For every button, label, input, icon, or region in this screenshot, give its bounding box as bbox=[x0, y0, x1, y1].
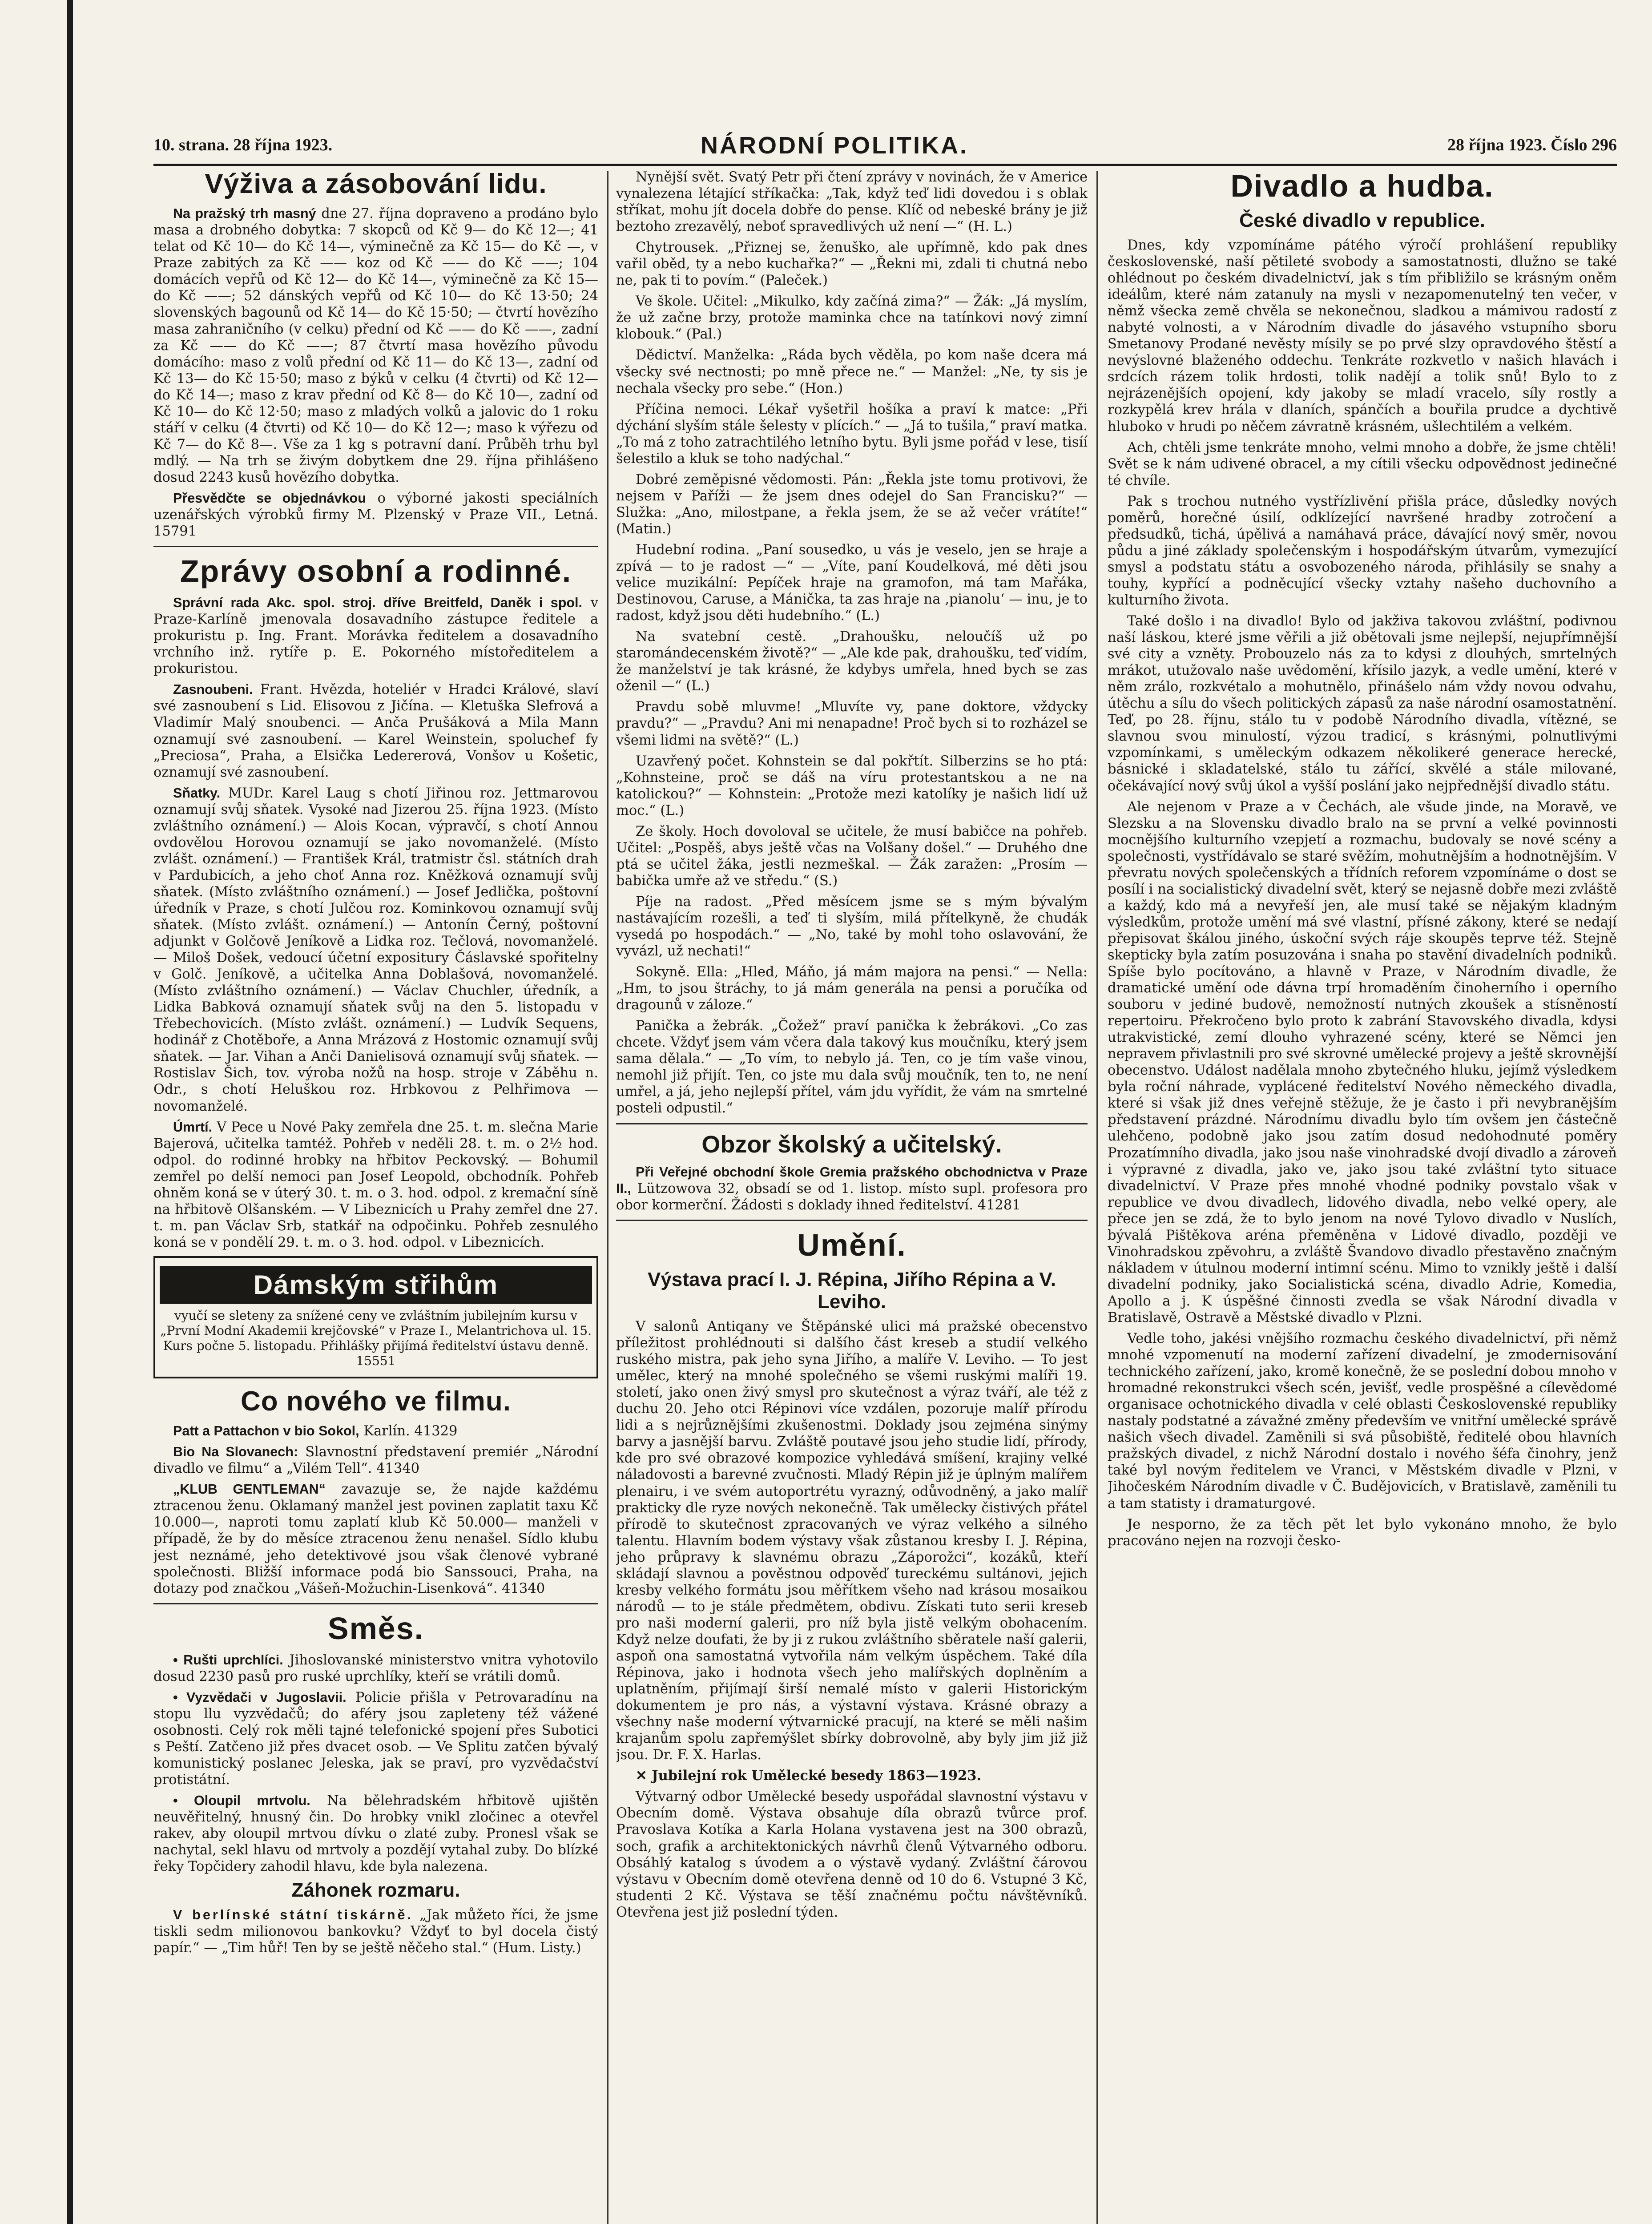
joke-paragraph: Dobré zeměpisné vědomosti. Pán: „Řekla jste tomu protivovi, že nejsem v Paříži — že jsem dnes odejel do San Francisku?“ — Služka: „Ano, milostpane, a řekla jsem, že se až večer vrátíte!“ (Matin.) bbox=[616, 471, 1088, 537]
joke-paragraph: Panička a žebrák. „Čožež“ praví panička k žebrákovi. „Co zas chcete. Vždyť jsem vám včera dala takový kus moučníku, který jsem sama dělala.“ — „To vím, to nebylo já. Ten, co je tím vaše vinou, nemohl již přijít. Ten, co jste mu dala svůj moučník, ten to, ne není umřel, a já, jeho nejlepší přítel, vám jdu vyřídit, že vám na smrtelné posteli odpustil.“ bbox=[616, 1018, 1088, 1116]
article-paragraph bbox=[153, 1689, 598, 1788]
paragraph-text: „Jak můžeto říci, že jsme tiskli sedm milionovou bankovku? Vždyť to byl docela čistý papír.“ — „Tim hůř! Ten by se ještě něčeho stal.“ (Hum. Listy.) bbox=[153, 1907, 598, 1956]
paragraph-text: MUDr. Karel Laug s chotí Jiřinou roz. Jettmarovou oznamují svůj sňatek. Vysoké nad Jizerou 25. října 1923. (Místo zvláštního oznámení.) — Alois Kocan, výpravčí, s chotí Annou ovdovělou Horovou oznamují se jako novomanželé. (Místo zvlášt. oznámení.) — František Král, tratmistr čsl. státních drah v Pardubicích, a jeho choť Anna roz. Kněžková oznamují svůj sňatek. (Místo zvláštního oznámení.) — Josef Jedlička, poštovní úředník v Praze, s chotí Julčou roz. Kominkovou oznamují svůj sňatek. (Místo zvlášt. oznámení.) — Antonín Černý, poštovní adjunkt v Golčově Jeníkově a Lidka roz. Tečlová, novomanželé. — Miloš Došek, vedoucí účetní expositury Čáslavské spořitelny v Golč. Jeníkově, a učitelka Anna Doblašová, novomanželé. (Místo zvláštního oznámení.) — Václav Chuchler, úředník, a Lidka Babková oznamují sňatek svůj na den 5. listopadu v Třebechovicích. (Místo zvlášt. oznámení.) — Ludvík Sequens, hodinář z Chotěboře, a Anna Mrázová z Hostomic oznamují svůj sňatek. — Jar. Vihan a Anči Danielisová oznamují svůj sňatek. — Rostislav Šich, tov. výroba nožů na hosp. stroje v Záběhu n. Odr., s chotí Heluškou roz. Hrbkovou z Pelhřimova — novomanželé. bbox=[153, 785, 598, 1114]
paragraph-lead: Bio Na Slovanech: bbox=[173, 1444, 298, 1460]
article-paragraph bbox=[153, 1652, 598, 1685]
section-divider bbox=[153, 1603, 598, 1604]
paragraph-text: Slavnostní představení premiér „Národní divadlo ve filmu“ a „Vilém Tell“. 41340 bbox=[153, 1444, 598, 1477]
article-paragraph bbox=[153, 785, 598, 1115]
paragraph-text: V Pece u Nové Paky zemřela dne 25. t. m. slečna Marie Bajerová, učitelka tamtéž. Pohřeb v neděli 28. t. m. o 2½ hod. odpol. do rodinné hrobky na hřbitov Peckovský. — Bohumil zemřel po delší nemoci pan Josef Leopold, obchodník. Pohřeb ohněm koná se v úterý 30. t. m. o 3. hod. odpol. z kremační síně na hřbitově Olšanském. — V Libeznicích u Prahy zemřel dne 27. t. m. pan Václav Srb, statkář na odpočinku. Pohřeb zesnulého koná se v pondělí 29. t. m. o 3. hod. odpol. v Libeznicích. bbox=[153, 1119, 598, 1250]
section-divider bbox=[616, 1220, 1088, 1221]
article-paragraph bbox=[153, 681, 598, 780]
article-paragraph bbox=[153, 205, 598, 486]
section-divider bbox=[153, 546, 598, 547]
article-paragraph bbox=[153, 490, 598, 540]
column-rule bbox=[607, 171, 608, 2224]
joke-paragraph: Ve škole. Učitel: „Mikulko, kdy začíná zima?“ — Žák: „Já myslím, že už začne brzy, protože maminka chce na tatínkovi nový zimní klobouk.“ (Pal.) bbox=[616, 294, 1088, 342]
article-paragraph bbox=[616, 1164, 1088, 1213]
paragraph-text: o výborné jakosti speciálních uzenářských výrobků firmy M. Plzenský v Praze VII., Letná. 15791 bbox=[153, 490, 598, 540]
page-header bbox=[153, 133, 1617, 166]
section-title-obzor: Obzor školský a učitelský. bbox=[701, 1131, 1002, 1158]
paragraph-lead: Při Veřejné obchodní škole Gremia pražského obchodnictva v Praze II., bbox=[616, 1164, 1088, 1196]
joke-paragraph: Nynější svět. Svatý Petr při čtení zprávy v novinách, že v Americe vynalezena létající stříkačka: „Tak, když teď lidi dovedou i s oblak stříkat, mohu jít docela dobře do pense. Klíč od nebeské brány je již beztoho zrezavělý, neboť spravedlivých už není —“ (H. L.) bbox=[616, 169, 1088, 235]
page-edge-border bbox=[67, 0, 73, 2224]
article-paragraph: Také došlo i na divadlo! Bylo od jakživa takovou zvláštní, podivnou naší láskou, které jsme věřili a již obětovali jsme nejlepší, nejupřímnější své city a vzněty. Probouzelo nás za to kdysi z dlouhých, smrtelných mrákot, utužovalo naše uvědomění, křísilo jazyk, a vedle umění, které v něm zrálo, rozkvétalo a mohutnělo, přinášelo nám vždy novou odvahu, útěchu a sílu do všech politických zápasů za naše národní osamostatnění. Teď, po 28. říjnu, stálo tu v podobě Národního divadla, vítězné, se slavnou svou minulostí, výzou tradicí, s krásnými, polnutlivými vzpomínkami, s uměleckým odkazem několikeré generace herecké, básnické i skladatelské, stálo tu zářící, skvělé a stále milované, očekávající nový svůj úkol a vyšší poslání jako nejpřednější divadlo státu. bbox=[1108, 613, 1617, 794]
section-divider bbox=[616, 1123, 1088, 1124]
section-title-zpravy: Zprávy osobní a rodinné. bbox=[180, 554, 572, 589]
paragraph-text: dne 27. října dopraveno a prodáno bylo masa a drobného dobytka: 7 skopců od Kč 9— do Kč 12—; 41 telat od Kč 10— do Kč 14—, výminečně za Kč 15— do Kč —, v Praze zabitých za Kč —— koz od Kč —— do Kč ——; 104 domácích vepřů od Kč 12— do Kč 14—, výminečně za Kč 15— do Kč ——; 52 dánských vepřů od Kč 10— do Kč 13·50; 24 slovenských bagounů od Kč 14— do Kč 15·50; — čtvrtí hovězího masa zahraničního (v celku) přední od Kč —— do Kč ——, zadní za Kč —— do Kč ——; 87 čtvrtí masa hovězího původu domácího: maso z volů přední od Kč 11— do Kč 13—, zadní od Kč 13— do Kč 15·50; maso z býků v celku (4 čtvrti) od Kč 12— do Kč 14—; maso z krav přední od Kč 8— do Kč 10—, zadní od Kč 10— do Kč 12·50; maso z mladých volků a jalovic do 1 roku stáří v celku (4 čtvrti) od Kč 10— do Kč 12—; maso k výřezu od Kč 7— do Kč 8—. Vše za 1 kg s potravní daní. Průběh trhu byl mdlý. — Na trh se živým dobytkem dne 29. října přihlášeno dosud 2243 kusů hovězího dobytka. bbox=[153, 206, 598, 485]
paragraph-lead: • Vyzvědači v Jugoslavii. bbox=[173, 1689, 347, 1705]
column-left bbox=[153, 169, 598, 2224]
paragraph-lead: Sňatky. bbox=[173, 785, 221, 801]
joke-paragraph: Ze školy. Hoch dovoloval se učitele, že musí babičce na pohřeb. Učitel: „Pospěš, abys ještě včas na Volšany došel.“ — Druhého dne ptá se učitel žáka, jestli nezmeškal. — Žák zaražen: „Prosím — babička umře až ve středu.“ (S.) bbox=[616, 823, 1088, 889]
column-right bbox=[1108, 169, 1617, 2224]
article-paragraph: Ale nejenom v Praze a v Čechách, ale všude jinde, na Moravě, ve Slezsku a na Slovensku divadlo bralo na se první a velké povinnosti mocnějšího kulturního vzepjetí a rozmachu, budovaly se nové scény a společnosti, vystřídávalo se staré svěžím, mohutnějším a hodnotnějším. V převratu nových společenských a třídních reforem vzpomínáme o dost se posílí i na socialistický divadelní svět, který se nejasně dobře mezi zvláště a každý, kdo má a nevyřeší jen, ale musí také se nějakým kladným výsledkům, protože umění má své vlastní, přísné zákony, které se nedají přepisovat škálou jiného, úskoční svých ráje skoupěs teprve též. Stejně skepticky byla zatím posuzována i snaha po stavění divadelních podniků. Spíše bylo pocítováno, a hlavně v Praze, v Národním divadle, že dramatické umění ode dávna trpí hromaděním činoherního i operního souboru v jediné budově, nemožností nutných zkoušek a stísněností repertoiru. Překročeno bylo proto k zabrání Stavovského divadla, kdysi utrakvistické, zemí dlouho vyhrazené scény, které se Němci jen nepravem přivlastnili pro své skrovné umělecké projevy a ještě skrovnější obecenstvo. Událost nadělala mnoho zbytečného hluku, jejímž výsledkem byla roční náhrade, vyplácené ředitelství Nového německého divadla, které si však již dnes veřejně stěžuje, že je často i při nevybranějším představení prázdné. Národnímu divadlu bylo tím ovšem jen částečně ulehčeno, podobně jako jsou zatím dosud nedohodnuté poměry Prozatímního divadla, jako jsou naše vinohradské dvojí divadlo a zároveň i výpravné z divadla, jako ve, jako jsou také zvláštní tyto situace divadelnictví. V Praze přes mnohé vhodné podniky povstalo však v republice ve dvou divadlech, lidového divadla, nebo velké opery, ale přece jen se zdá, že to bylo jenom na nové Tylovo divadlo v Nuslích, bývalá Pištěkova aréna přeměněna v Lidové divadlo, později ve Vinohradskou zpěvohru, a zvláště Švandovo divadlo přestavěno značným nákladem v útulnou moderní intimní scénu. Mimo to vznikly ještě i další divadelní podniky, jako Socialistická scéna, divadlo Adrie, Komedia, Apollo a j. K úspěšné činnosti zvedla se však Národní divadla v Bratislavě, Ostravě a Městské divadlo v Plzni. bbox=[1108, 799, 1617, 1326]
joke-paragraph: Hudební rodina. „Paní sousedko, u vás je veselo, jen se hraje a zpívá — to je radost —“ — „Víte, paní Koudelková, mé děti jsou velice muzikální: Pepíček hraje na gramofon, má tam Mařáka, Destinovou, Caruse, a Mánička, ta zas hraje na ‚pianolu‘ — inu, je to radost, když jsou děti hudebního.“ (L.) bbox=[616, 542, 1088, 624]
article-paragraph bbox=[153, 1793, 598, 1875]
article-paragraph bbox=[153, 1481, 598, 1596]
article-paragraph: Pak s trochou nutného vystřízlivění přišla práce, důsledky nových poměrů, horečné úsilí, odklízející navršené hradby zotročení a předsudků, tichá, úpělivá a namáhavá práce, dávající nový směr, novou půdu a jiné základy společenským i hospodářským útvarům, vymezující smysl a podstatu státu a osvobozeného národa, přihlásily se snahy a touhy, kypřící a podněcující všecky vztahy našeho duchovního a kulturního života. bbox=[1108, 493, 1617, 608]
article-heading-jubilee: ✕ Jubilejní rok Umělecké besedy 1863—1923. bbox=[636, 1768, 982, 1784]
paragraph-lead: V berlínské státní tiskárně. bbox=[173, 1907, 413, 1923]
article-paragraph: Výtvarný odbor Umělecké besedy uspořádal slavnostní výstavu v Obecním domě. Výstava obsahuje díla obrazů tvůrce prof. Pravoslava Kotíka a Karla Holana vystavena jest na 300 obrazů, soch, grafik a architektonických návrhů členů Výtvarného odboru. Obsáhlý katalog s úvodem a o výstavě vydaný. Zvláštní čárovou výstavu v Obecním domě otevřena denně od 10 do 6. Vstupné 3 Kč, studenti 2 Kč. Výstava se těší značnému počtu návštěvníků. Otevřena jest již poslední týden. bbox=[616, 1789, 1088, 1920]
advertisement-title: Dámským střihům bbox=[160, 1266, 592, 1304]
joke-paragraph: Chytrousek. „Přiznej se, ženuško, ale upřímně, kdo pak dnes vařil oběd, ty a nebo kuchařka?“ — „Řekni mi, zdali ti chutná nebo ne, pak ti to povím.“ (Paleček.) bbox=[616, 240, 1088, 289]
joke-paragraph: Příčina nemoci. Lékař vyšetřil hošíka a praví k matce: „Při dýchání slyším stále šelesty v plících.“ — „Já to tušila,“ praví matka. „To má z toho zatrachtilého letního bytu. Byli jsme pořád v lese, tisíí šelestilo a kluk se toho nadýchal.“ bbox=[616, 401, 1088, 467]
paragraph-text: Jihoslovanské ministerstvo vnitra vyhotovilo dosud 2230 pasů pro ruské uprchlíky, kteří se vrátili domů. bbox=[153, 1652, 598, 1684]
article-paragraph bbox=[153, 1907, 598, 1956]
masthead-title: NÁRODNÍ POLITIKA. bbox=[701, 132, 968, 159]
paragraph-text: Policie přišla v Petrovaradínu na stopu llu vyzvědačů; do aféry jsou zapleteny též vážené osobnosti. Celý rok měli tajné telefonické spojení přes Subotici s Peští. Zatčeno již přes dvacet osob. — Ve Splitu zatčen bývalý komunistický poslanec Jeleska, jak se praví, pro vyzvědačství protistátní. bbox=[153, 1689, 598, 1788]
joke-paragraph: Sokyně. Ella: „Hled, Máňo, já mám majora na pensi.“ — Nella: „Hm, to jsou štráchy, to já mám generála na pensi a poručíka od dragounů v záloze.“ bbox=[616, 964, 1088, 1013]
paragraph-lead: Na pražský trh masný bbox=[173, 206, 316, 222]
section-title-zahonek: Záhonek rozmaru. bbox=[291, 1879, 460, 1902]
article-paragraph bbox=[153, 1423, 598, 1439]
advertisement-box bbox=[153, 1256, 598, 1378]
section-title-film: Co nového ve filmu. bbox=[240, 1386, 512, 1417]
header-issue-number: 28 října 1923. Číslo 296 bbox=[1447, 136, 1617, 154]
column-rule bbox=[1096, 171, 1098, 2224]
joke-paragraph: Pravdu sobě mluvme! „Mluvíte vy, pane doktore, vždycky pravdu?“ — „Pravdu? Ani mi nenapadne! Proč bych si to rozházel se všemi lidmi na světě?“ (L.) bbox=[616, 699, 1088, 748]
article-paragraph: Ach, chtěli jsme tenkráte mnoho, velmi mnoho a dobře, že jsme chtěli! Svět se k nám udivené obracel, a my cítili všecku odpovědnost jedinečné té chvíle. bbox=[1108, 439, 1617, 488]
paragraph-lead: • Rušti uprchlíci. bbox=[173, 1652, 283, 1668]
article-subtitle: České divadlo v republice. bbox=[1239, 210, 1485, 231]
article-paragraph: V salonů Antiqany ve Štěpánské ulici má pražské obecenstvo příležitost prohlédnouti si dalšího část kreseb a studií velkého ruského mistra, pak jeho syna Jiřího, a malíře V. Leviho. — To jest umělec, který na mnohé společného se všemi ruskými malíři 19. století, jako onen živý smysl pro skutečnost a výraz tváří, ale též z duchu 20. Jeho otci Répinovi více vzdálen, pozoruje malíř přírodu lidi a s nejrůznějšími zkušenostmi. Doklady jsou zejména sinýmy barvy a jasnější barvu. Zvláště poutavé jsou jeho studie lidí, přírody, kde pro své obrazové kompozice vyhledává smíšení, krajiny velké náladovosti a barevné zvučnosti. Mladý Répin již je úplným malířem plenairu, i ve svém autoportrétu vyrazný, odůvodněný, a jako malíř prakticky dle ryze nových nekonečně. Tak umělecky čistivých přátel přírodě to skutečnost zpracovaných ve výraz velkého a silného talentu. Hlavním bodem výstavy však zůstanou kresby I. J. Répina, jeho průpravy k slavnému obrazu „Záporožci“, kozáků, kteří skládají slavnou a pověstnou odpověď tureckému sultánovi, jejich kresby velkého formátu jsou měřítkem všeho nad krásou mosaikou národů — to je stále předmětem, obdivu. Získati tuto serii kreseb pro naši moderní galerii, pro níž byla jistě velkým obohacením. Když nelze doufati, že by ji z rukou zvláštního sběratele naší galerii, aspoň ona samostatná vytvořila nám velkým úspěchem. Také díla Répinova, jako i hodnota všech jeho malířských doplněním a uplatněním, přijímají širší nemalé místo v galerii Historickým dokumentem je pro nás, a výstavní výstava. Krásné obrazy a všechny naše moderní výtvarnické pracují, na které se měli našim krajanům spolu zapřemýšlet sbírky dobrovolně, aby byly jim již již jsou. Dr. F. X. Harlas. bbox=[616, 1319, 1088, 1763]
section-title-vyziva: Výživa a zásobování lidu. bbox=[205, 169, 547, 199]
column-middle bbox=[616, 169, 1088, 2224]
paragraph-lead: Zasnoubeni. bbox=[173, 682, 253, 697]
article-paragraph: Vedle toho, jakési vnějšího rozmachu českého divadelnictví, při němž mnohé vzpomenutí na moderní zařízení divadelní, je zmodernisování technického zařízení, jako, kromě konečně, že se poslední dobou mnoho v hromadné rekonstrukci všech scén, jevišť, vedle prospěšné a cílevědomé organisace ochotnického divadla v celé oblasti Československé republiky nastaly podstatné a závažné změny především ve vnitřní umělecké správě našich všech divadel. Zaměnili si svá působiště, ředitelé obou hlavních pražských divadel, z nichž Národní dostalo i nového šéfa činohry, jenž také byl novým ředitelem ve Vranci, v Městském divadle v Plzni, v Jihočeském Národním divadle v Č. Budějovicích, v Bratislavě, zaměnili tu a tam statisty i dramaturgové. bbox=[1108, 1331, 1617, 1511]
paragraph-text: Frant. Hvězda, hoteliér v Hradci Králové, slaví své zasnoubení s Lid. Elisovou z Jičína. — Kletuška Slefrová a Vladimír Malý snoubenci. — Anča Prušáková a Mila Mann oznamují své zasnoubení. — Karel Weinstein, spoluchef fy „Preciosa“, Praha, a Elsička Ledererová, Vonšov u Košetic, oznamují své zasnoubení. bbox=[153, 682, 598, 780]
joke-paragraph: Na svatební cestě. „Drahoušku, neloučíš už po staromándecenském životě?“ — „Ale kde pak, drahoušku, teď vidím, že manželství je tak krásné, že kdybys umřela, hned bych se zas oženil —“ (L.) bbox=[616, 629, 1088, 694]
article-paragraph bbox=[153, 1119, 598, 1251]
paragraph-lead: Patt a Pattachon v bio Sokol, bbox=[173, 1423, 359, 1439]
paragraph-text: zavazuje se, že najde každému ztracenou ženu. Oklamaný manžel jest povinen zaplatit taxu Kč 10.000—, naproti tomu zaplatí klub Kč 50.000— manželi v případě, že by do měsíce ztracenou ženu nenašel. Sídlo klubu jest neznámé, jeho detektivové jsou však členové vybrané společnosti. Bližší informace podá bio Sanssouci, Praha, na dotazy pod značkou „Vášeň-Možuchin-Lisenková“. 41340 bbox=[153, 1482, 598, 1596]
article-paragraph bbox=[153, 1444, 598, 1477]
paragraph-lead: Přesvědčte se objednávkou bbox=[173, 490, 366, 506]
section-title-divadlo: Divadlo a hudba. bbox=[1230, 169, 1494, 203]
header-page-date: 10. strana. 28 října 1923. bbox=[153, 136, 333, 154]
paragraph-text: Na bělehradském hřbitově ujištěn neuvěřitelný, hnusný čin. Do hrobky vnikl zločinec a otevřel rakev, aby oloupil mrtvou dívku o zlaté zuby. Pronesl však se nachytal, sekl hlavu od mrtvoly a pozdějí vytahal zuby. Do blízké řeky Topčidery zahodil hlavu, kde byla nalezena. bbox=[153, 1793, 598, 1875]
joke-paragraph: Píje na radost. „Před měsícem jsme se s mým bývalým nastávajícím rozešli, a teď ti slyším, milá přítelkyně, že chudák vysedá po hospodách.“ — „No, také by mohl toho oslavování, že vyvázl, už nechati!“ bbox=[616, 894, 1088, 959]
article-paragraph: Je nesporno, že za těch pět let bylo vykonáno mnoho, že bylo pracováno nejen na rozvoji česko- bbox=[1108, 1516, 1617, 1549]
joke-paragraph: Uzavřený počet. Kohnstein se dal pokřtít. Silberzins se ho ptá: „Kohnsteine, proč se dáš na víru protestantskou a ne na katolickou?“ — Kohnstein: „Protože mezi katolíky je našich lidí už moc.“ (L.) bbox=[616, 753, 1088, 818]
article-paragraph: Dnes, kdy vzpomínáme pátého výročí prohlášení republiky československé, naší pětileté svobody a samostatnosti, dlužno se také ohlédnout po českém divadelnictví, jak s tím přibližilo se krásným oněm ideálům, které nám zatanuly na mysli v nezapomenutelný ten večer, v němž všecka země chvěla se nekonečnou, sladkou a mámivou radostí z nabyté volnosti, a v Národním divadle do jásavého vstupního sboru Smetanovy Prodané nevěsty mísily se po prvé slzy opravdového štěstí a nevýslovné blaženého oddechu. Tenkráte rozkvetlo v našich hlavách i srdcích rázem tolik hrdosti, tolik nadějí a tolik snů! Bylo to z nejrázenějších opojení, kdy jakoby se mladí vracelo, síly rostly a rozkypělá krev hrála v dlaních, spánčích a bouřila prudce a dychtivě hluboko v hrudi po něčem závratně krásném, ušlechtilém a velkém. bbox=[1108, 238, 1617, 435]
joke-paragraph: Dědictví. Manželka: „Ráda bych věděla, po kom naše dcera má všecky své nectnosti; po mně přece ne.“ — Manžel: „Ne, ty sis je nechala všecky pro sebe.“ (Hon.) bbox=[616, 347, 1088, 396]
section-title-umeni: Umění. bbox=[797, 1228, 907, 1263]
paragraph-lead: • Oloupil mrtvolu. bbox=[173, 1793, 310, 1809]
section-title-smes: Směs. bbox=[327, 1611, 424, 1646]
paragraph-text: Lützowova 32, obsadí se od 1. listop. místo supl. profesora pro obor kormerční. Žádosti s doklady ihned ředitelství. 41281 bbox=[616, 1180, 1088, 1213]
advertisement-text: vyučí se sleteny za snížené ceny ve zvláštním jubilejním kursu v „První Modní Akademii krejčovské“ v Praze I., Melantrichova ul. 15. Kurs počne 5. listopadu. Přihlášky přijímá ředitelství ústavu denně. 15551 bbox=[160, 1308, 592, 1368]
paragraph-lead: „KLUB GENTLEMAN“ bbox=[173, 1482, 326, 1497]
article-paragraph bbox=[153, 595, 598, 677]
paragraph-lead: Správní rada Akc. spol. stroj. dříve Breitfeld, Daněk i spol. bbox=[173, 595, 582, 611]
paragraph-text: v Praze-Karlíně jmenovala dosavadního zástupce ředitele a prokuristu p. Ing. Frant. Morávka ředitelem a dosavadního vrchního inž. rytíře p. E. Pokorného místoředitelem a prokuristou. bbox=[153, 595, 598, 677]
article-subtitle: Výstava prací I. J. Répina, Jiřího Répina a V. Leviho. bbox=[648, 1269, 1056, 1313]
paragraph-text: Karlín. 41329 bbox=[363, 1423, 458, 1439]
paragraph-lead: Úmrtí. bbox=[173, 1119, 213, 1135]
